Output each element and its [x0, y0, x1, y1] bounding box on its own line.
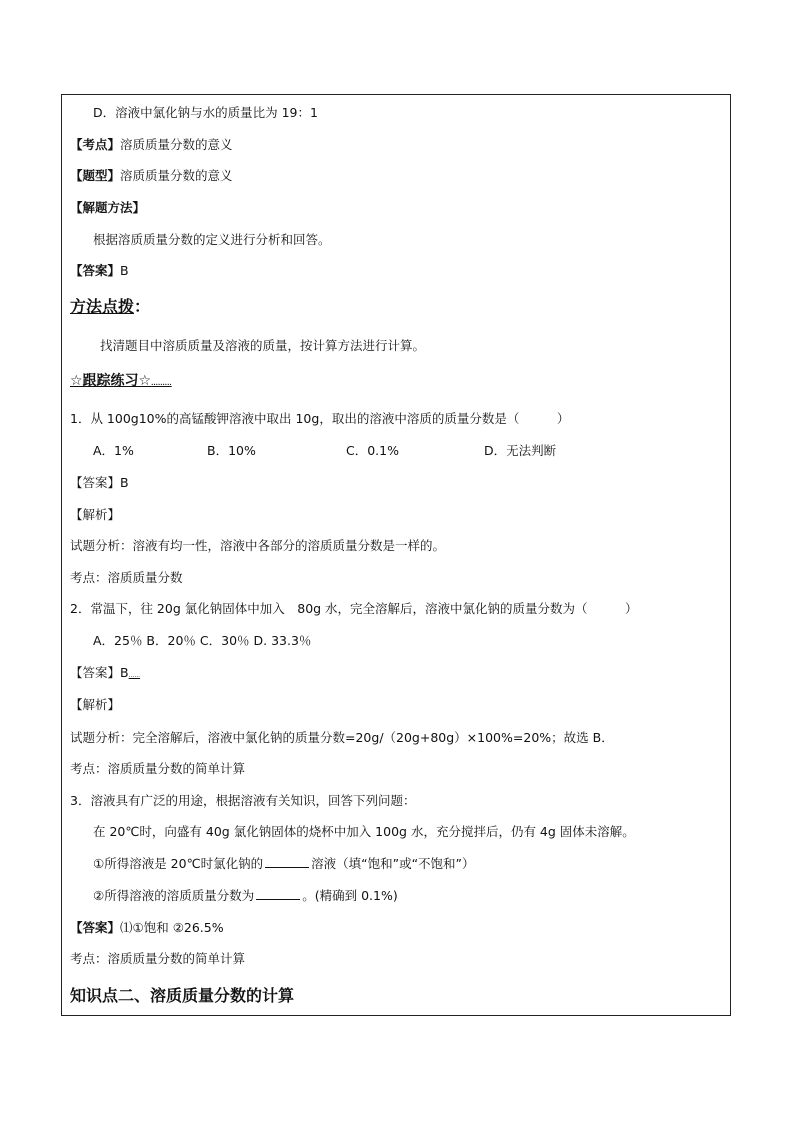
jieti-tag: 【解题方法】: [70, 200, 146, 215]
q3-sub1-after: 溶液（填“饱和”或“不饱和”）: [311, 856, 475, 871]
q3-answer-value: ⑴①饱和 ②26.5%: [120, 920, 224, 935]
q1-answer-line: [70, 475, 129, 491]
q1-answer-tag: 【答案】: [70, 475, 121, 490]
kaodian-line: [70, 137, 233, 153]
question-3: 3．溶液具有广泛的用途，根据溶液有关知识，回答下列问题：: [70, 793, 416, 808]
q2-answer-marks: ......: [128, 672, 141, 679]
q1-option-c: C．0.1%: [346, 443, 399, 458]
practice-heading: [70, 373, 172, 392]
q2-analysis: 试题分析：完全溶解后，溶液中氯化钠的质量分数=20g/（20g+80g）×100%=20%；故选 B．: [70, 730, 614, 745]
question-2: 2．常温下，往 20g 氯化钠固体中加入 80g 水，完全溶解后，溶液中氯化钠的质量分数为（ ）: [70, 601, 638, 616]
kaodian-tag: 【考点】: [70, 137, 121, 152]
method-heading-colon: ：: [134, 297, 151, 316]
q3-sub2-after: 。(精确到 0.1%): [302, 888, 398, 903]
q3-sub2-before: ②所得溶液的溶质质量分数为: [93, 888, 255, 903]
tixing-line: [70, 168, 233, 184]
q1-kaodian: 考点：溶质质量分数: [70, 570, 183, 585]
q3-sub2-blank[interactable]: [256, 888, 300, 900]
answer-tag: 【答案】: [70, 263, 121, 278]
q1-option-a: A．1%: [93, 443, 134, 458]
jieti-text: 根据溶质质量分数的定义进行分析和回答。: [93, 232, 331, 247]
method-heading-text: 方法点拨: [70, 297, 135, 316]
kaodian-text: 溶质质量分数的意义: [120, 137, 233, 152]
question-3-sub1: [93, 856, 475, 872]
q2-kaodian: 考点：溶质质量分数的简单计算: [70, 761, 246, 776]
question-3-sub2: [93, 888, 398, 904]
q1-jiexi: 【解析】: [70, 507, 121, 522]
answer-line: [70, 263, 129, 279]
q2-jiexi: 【解析】: [70, 697, 121, 712]
section-heading: 知识点二、溶质质量分数的计算: [70, 986, 295, 1005]
q2-answer-line: [70, 665, 140, 684]
q1-answer-value: B: [120, 475, 129, 490]
tixing-text: 溶质质量分数的意义: [120, 168, 233, 183]
q2-answer-value: B: [120, 665, 129, 680]
q3-sub1-before: ①所得溶液是 20℃时氯化钠的: [93, 856, 264, 871]
practice-heading-marks: .........: [151, 380, 172, 387]
q3-sub1-blank[interactable]: [265, 856, 309, 868]
q1-option-d: D．无法判断: [484, 443, 557, 458]
answer-value: B: [120, 263, 129, 278]
q3-answer-line: [70, 920, 224, 936]
q3-answer-tag: 【答案】: [70, 920, 121, 935]
q3-kaodian: 考点：溶质质量分数的简单计算: [70, 951, 246, 966]
q1-option-b: B．10%: [207, 443, 256, 458]
q2-answer-tag: 【答案】: [70, 665, 121, 680]
question-3-stem: 在 20℃时，向盛有 40g 氯化钠固体的烧杯中加入 100g 水，充分搅拌后，仍有 4g 固体未溶解。: [93, 824, 635, 839]
practice-heading-text: ☆跟踪练习☆: [70, 373, 152, 389]
method-text: 找清题目中溶质质量及溶液的质量，按计算方法进行计算。: [100, 338, 426, 353]
content-frame: [61, 94, 731, 1016]
method-heading: [70, 297, 150, 317]
tixing-tag: 【题型】: [70, 168, 121, 183]
question-2-options: A．25％ B．20％ C．30％ D. 33.3％: [93, 633, 312, 648]
option-d-line: D．溶液中氯化钠与水的质量比为 19：1: [93, 105, 318, 120]
question-1: 1．从 100g10%的高锰酸钾溶液中取出 10g，取出的溶液中溶质的质量分数是（ ）: [70, 411, 570, 426]
q1-analysis: 试题分析：溶液有均一性，溶液中各部分的溶质质量分数是一样的。: [70, 538, 446, 553]
